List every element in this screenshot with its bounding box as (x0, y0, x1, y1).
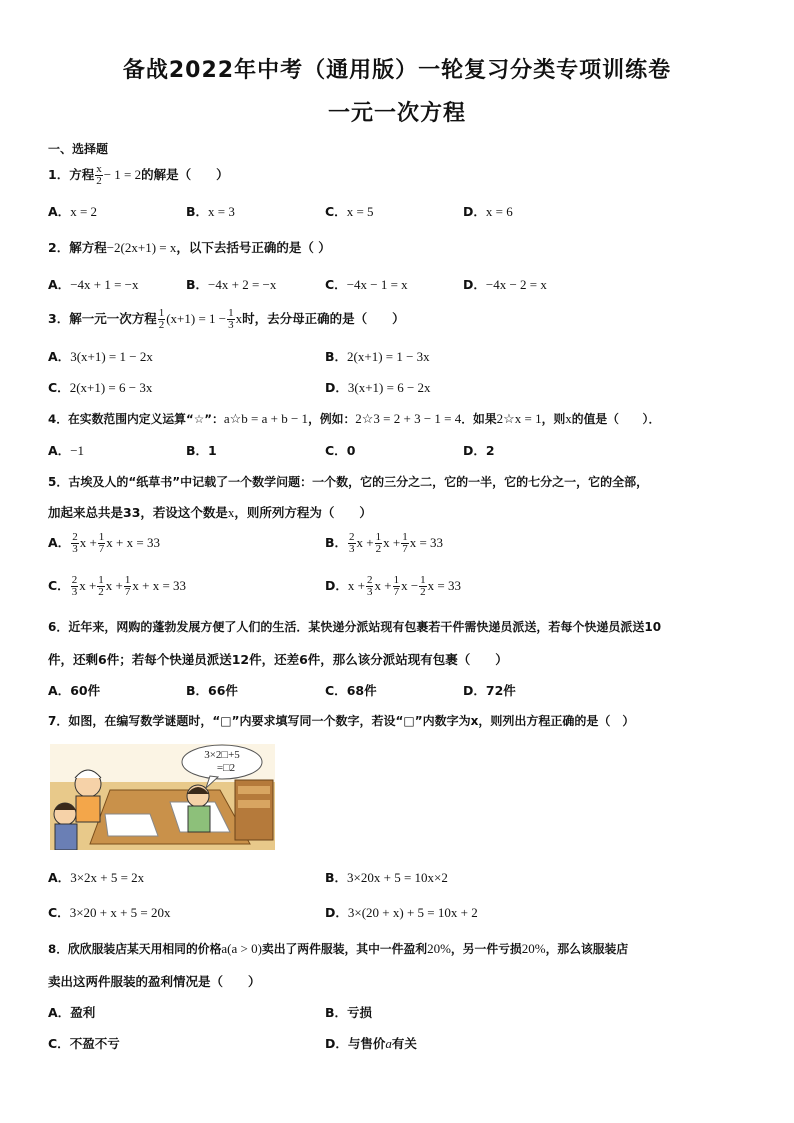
q1-fraction: $\frac{x}{2}$ (96, 163, 102, 187)
q4-option-a[interactable]: A．−1 (48, 443, 85, 458)
q5-option-a[interactable]: A． $\frac{2}{3}$ x + $\frac{1}{7}$ x + x = 33 (48, 531, 160, 555)
question-1 (48, 164, 229, 187)
q2-math: −2(2x+1) = x (106, 240, 177, 255)
q1-option-c[interactable]: C．x = 5 (325, 204, 374, 219)
bubble-line-1: 3×2□+5 (204, 749, 240, 761)
q3-option-b[interactable]: B．2(x+1) = 1 − 3x (325, 349, 430, 364)
q2-option-d[interactable]: D．−4x − 2 = x (463, 277, 547, 292)
section-heading: 一、选择题 (48, 142, 109, 156)
q8-option-b[interactable]: B．亏损 (325, 1005, 373, 1020)
q2-option-a[interactable]: A．−4x + 1 = −x (48, 277, 139, 292)
q5-option-d[interactable]: D．x + $\frac{2}{3}$ x + $\frac{1}{7}$ x − $\frac{1}{2}$ x = 33 (325, 574, 462, 598)
q6-option-c[interactable]: C．68件 (325, 683, 377, 698)
question-4: 4．在实数范围内定义运算“☆”：a☆b = a + b − 1，例如：2☆3 = 2 + 3 − 1 = 4．如果2☆x = 1，则x的值是（ ）． (48, 411, 661, 426)
q1-stem-b: 的解是（ ） (141, 167, 229, 182)
q5-option-c[interactable]: C． $\frac{2}{3}$ x + $\frac{1}{2}$ x + $\frac{1}{7}$ x + x = 33 (48, 574, 187, 598)
bubble-line-2: =□2 (216, 762, 236, 774)
q4-option-c[interactable]: C．0 (325, 443, 356, 458)
question-3: 3．解一元一次方程 $\frac{1}{2}$ (x+1) = 1 − $\frac{1}{3}$ x时，去分母正确的是（ ） (48, 307, 405, 331)
q4-option-d[interactable]: D．2 (463, 443, 495, 458)
q6-option-d[interactable]: D．72件 (463, 683, 516, 698)
q7-option-b[interactable]: B．3×20x + 5 = 10x×2 (325, 870, 448, 885)
q6-option-b[interactable]: B．66件 (186, 683, 238, 698)
q7-option-d[interactable]: D．3×(20 + x) + 5 = 10x + 2 (325, 905, 478, 920)
q6-option-a[interactable]: A．60件 (48, 683, 101, 698)
q3-option-d[interactable]: D．3(x+1) = 6 − 2x (325, 380, 431, 395)
q7-option-c[interactable]: C．3×20 + x + 5 = 20x (48, 905, 171, 920)
q8-option-d[interactable]: D．与售价a有关 (325, 1036, 417, 1051)
q1-option-b[interactable]: B．x = 3 (186, 204, 235, 219)
question-5-line1: 5．古埃及人的“纸草书”中记载了一个数学问题：一个数，它的三分之二，它的一半，它的七分之一，它的全部， (48, 475, 649, 489)
question-8-line2: 卖出这两件服装的盈利情况是（ ） (48, 974, 261, 989)
question-6-line2: 件，还剩6件；若每个快递员派送12件，还差6件，那么该分派站现有包裹（ ） (48, 652, 508, 667)
q1-stem-a: 1．方程 (48, 167, 95, 182)
question-7: 7．如图，在编写数学谜题时，“□”内要求填写同一个数字，若设“□”内数字为x，则列出方程正确的是（ ） (48, 714, 635, 728)
q8-option-c[interactable]: C．不盈不亏 (48, 1036, 120, 1051)
q2-option-c[interactable]: C．−4x − 1 = x (325, 277, 408, 292)
q1-math: − 1 = 2 (103, 167, 142, 182)
q2-option-b[interactable]: B．−4x + 2 = −x (186, 277, 277, 292)
page-subtitle: 一元一次方程 (327, 101, 466, 126)
q4-option-b[interactable]: B．1 (186, 443, 217, 458)
q8-option-a[interactable]: A．盈利 (48, 1005, 96, 1020)
q3-option-a[interactable]: A．3(x+1) = 1 − 2x (48, 349, 153, 364)
q1-option-d[interactable]: D．x = 6 (463, 204, 513, 219)
q3-option-c[interactable]: C．2(x+1) = 6 − 3x (48, 380, 153, 395)
q5-option-b[interactable]: B． $\frac{2}{3}$ x + $\frac{1}{2}$ x + $\frac{1}{7}$ x = 33 (325, 531, 444, 555)
question-6-line1: 6．近年来，网购的蓬勃发展方便了人们的生活．某快递分派站现有包裹若干件需快递员派送，若每个快递员派送10 (48, 620, 662, 634)
page-title: 备战2022年中考（通用版）一轮复习分类专项训练卷 (122, 58, 672, 83)
question-8-line1: 8．欣欣服装店某天用相同的价格a(a > 0)卖出了两件服装，其中一件盈利20%，另一件亏损20%，那么该服装店 (48, 941, 629, 956)
q1-option-a[interactable]: A．x = 2 (48, 204, 98, 219)
q7-option-a[interactable]: A．3×2x + 5 = 2x (48, 870, 145, 885)
question-5-line2: 加起来总共是33，若设这个数是x，则所列方程为（ ） (48, 505, 372, 520)
question-2: 2．解方程−2(2x+1) = x，以下去括号正确的是（ ） (48, 240, 331, 255)
classroom-illustration (50, 744, 275, 850)
